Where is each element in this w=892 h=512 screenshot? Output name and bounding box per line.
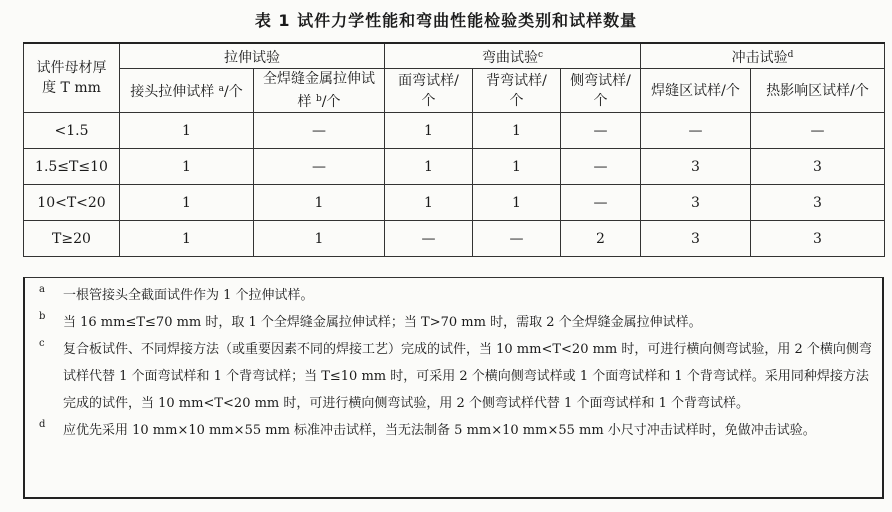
table-cell: 1: [254, 221, 385, 257]
table-row: [24, 149, 885, 185]
table-cell: 1: [120, 185, 254, 221]
table-title: 表 1 试件力学性能和弯曲性能检验类别和试样数量: [254, 11, 638, 30]
table-cell: 3: [751, 185, 885, 221]
table-row: [24, 221, 885, 257]
header-row-sub: [24, 69, 885, 113]
footnote-text: 应优先采用 10 mm×10 mm×55 mm 标准冲击试样，当无法制备 5 mm×10 mm×55 mm 小尺寸冲击试样时，免做冲击试验。: [63, 423, 816, 438]
table-cell: 1: [473, 185, 561, 221]
header-side-bend: 侧弯试样/个: [561, 69, 641, 113]
table-cell: 3: [751, 221, 885, 257]
footnote-text: 复合板试件、不同焊接方法（或重要因素不同的焊接工艺）完成的试件，当 10 mm<T<20 mm 时，可进行横向侧弯试验，用 2 个横向侧弯试样代替 1 个面弯试样和 1 个背弯试样；当 T≤10 mm 时，可采用 2 个横向侧弯试样或 1 个面弯试样和 1 个背弯试样。采用同种焊接方法完成的试件，当 10 mm<T<20 mm 时，可进行横向侧弯试验，用 2 个侧弯试样代替 1 个面弯试样和 1 个背弯试样。: [63, 342, 872, 411]
footnote: [33, 309, 874, 336]
table-cell: —: [561, 113, 641, 149]
header-weld-metal-tensile: 全焊缝金属拉伸试样 $^b$/个: [254, 69, 385, 113]
table-cell: 1: [120, 221, 254, 257]
table-footnotes: [23, 277, 884, 499]
row-thickness: 1.5≤T≤10: [24, 149, 120, 185]
table-cell: —: [385, 221, 473, 257]
table-cell: 1: [385, 149, 473, 185]
footnote-mark: d: [39, 419, 46, 430]
header-face-bend: 面弯试样/个: [385, 69, 473, 113]
footnote-mark: a: [39, 284, 45, 295]
row-thickness: <1.5: [24, 113, 120, 149]
footnote-mark: c: [39, 338, 45, 349]
table-cell: —: [561, 185, 641, 221]
table-cell: —: [561, 149, 641, 185]
table-cell: —: [751, 113, 885, 149]
footnote: [33, 417, 874, 444]
table-row: [24, 185, 885, 221]
header-root-bend: 背弯试样/个: [473, 69, 561, 113]
table-row: [24, 113, 885, 149]
row-thickness: T≥20: [24, 221, 120, 257]
results-table: [23, 42, 885, 257]
table-cell: 3: [641, 221, 751, 257]
row-thickness: 10<T<20: [24, 185, 120, 221]
table-cell: 1: [385, 113, 473, 149]
header-thickness: 试件母材厚度 T mm: [24, 43, 120, 113]
header-group-tensile: 拉伸试验: [120, 43, 385, 69]
footnote-text: 当 16 mm≤T≤70 mm 时，取 1 个全焊缝金属拉伸试样；当 T>70 mm 时，需取 2 个全焊缝金属拉伸试样。: [63, 315, 702, 330]
table-cell: 1: [120, 149, 254, 185]
header-group-bend: 弯曲试验$^c$: [385, 43, 641, 69]
table-cell: 1: [254, 185, 385, 221]
table-cell: —: [254, 149, 385, 185]
table-cell: —: [254, 113, 385, 149]
footnote-mark: b: [39, 311, 46, 322]
footnote: [33, 282, 874, 309]
table-cell: 3: [641, 149, 751, 185]
table-cell: 1: [120, 113, 254, 149]
table-cell: —: [473, 221, 561, 257]
table-cell: 3: [641, 185, 751, 221]
header-group-impact: 冲击试验$^d$: [641, 43, 885, 69]
footnote-text: 一根管接头全截面试件作为 1 个拉伸试样。: [63, 288, 314, 303]
table-cell: 1: [473, 149, 561, 185]
header-weld-zone: 焊缝区试样/个: [641, 69, 751, 113]
table-cell: 1: [385, 185, 473, 221]
table-cell: —: [641, 113, 751, 149]
table-cell: 1: [473, 113, 561, 149]
header-haz: 热影响区试样/个: [751, 69, 885, 113]
footnote: [33, 336, 874, 417]
header-row-groups: [24, 43, 885, 69]
table-cell: 3: [751, 149, 885, 185]
table-cell: 2: [561, 221, 641, 257]
header-joint-tensile: 接头拉伸试样 $^a$/个: [120, 69, 254, 113]
